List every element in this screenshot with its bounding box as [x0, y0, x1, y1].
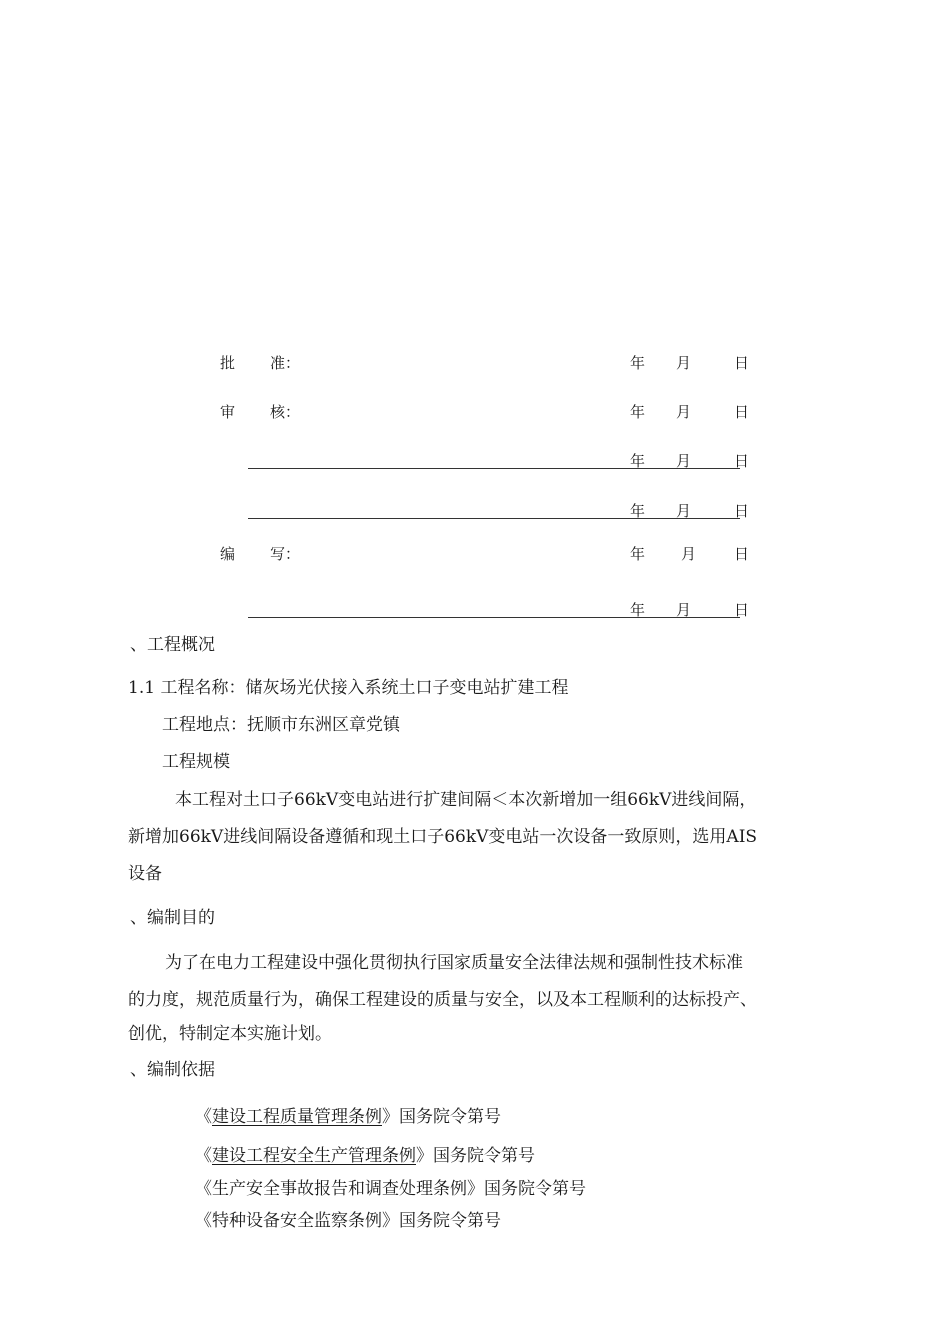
basis-heading: 、编制依据 — [130, 1060, 215, 1080]
day-label: 日 — [734, 354, 750, 372]
project-scale-heading: 工程规模 — [162, 752, 230, 772]
day-label: 日 — [734, 545, 750, 563]
month-label: 月 — [676, 354, 692, 372]
compile-label-a: 编 — [220, 545, 236, 563]
compile-label-b: 写： — [270, 545, 301, 563]
day-label: 日 — [734, 502, 750, 520]
overview-heading: 、工程概况 — [130, 635, 215, 655]
month-label: 月 — [676, 403, 692, 421]
review-label-a: 审 — [220, 403, 236, 421]
purpose-paragraph-line: 为了在电力工程建设中强化贯彻执行国家质量安全法律法规和强制性技术标准 — [165, 953, 743, 973]
regulation-suffix: 》国务院令第号 — [382, 1211, 501, 1231]
purpose-paragraph-line: 的力度，规范质量行为，确保工程建设的质量与安全，以及本工程顺利的达标投产、 — [128, 990, 757, 1010]
regulation-suffix: 》国务院令第号 — [382, 1107, 501, 1127]
regulation-title: 生产安全事故报告和调查处理条例 — [212, 1179, 467, 1199]
month-label: 月 — [676, 601, 692, 619]
list-item — [195, 1174, 586, 1199]
year-label: 年 — [630, 403, 646, 421]
project-name: 1.1 工程名称：储灰场光伏接入系统土口子变电站扩建工程 — [128, 678, 569, 698]
scale-paragraph-line: 新增加66kV进线间隔设备遵循和现土口子66kV变电站一次设备一致原则，选用AIS — [128, 827, 758, 847]
scale-paragraph-line: 本工程对土口子66kV变电站进行扩建间隔＜本次新增加一组66kV进线间隔， — [175, 790, 757, 810]
year-label: 年 — [630, 502, 646, 520]
year-label: 年 — [630, 452, 646, 470]
regulation-title: 建设工程质量管理条例 — [212, 1107, 382, 1127]
bracket-open: 《 — [195, 1211, 212, 1231]
list-item — [195, 1206, 501, 1231]
list-item — [195, 1102, 501, 1127]
year-label: 年 — [630, 354, 646, 372]
day-label: 日 — [734, 601, 750, 619]
purpose-heading: 、编制目的 — [130, 908, 215, 928]
purpose-paragraph-line: 创优，特制定本实施计划。 — [128, 1024, 332, 1044]
bracket-open: 《 — [195, 1107, 212, 1127]
scale-paragraph-line: 设备 — [128, 864, 162, 884]
bracket-open: 《 — [195, 1179, 212, 1199]
month-label: 月 — [676, 452, 692, 470]
regulation-title: 建设工程安全生产管理条例 — [212, 1146, 416, 1166]
day-label: 日 — [734, 403, 750, 421]
project-location: 工程地点：抚顺市东洲区章党镇 — [162, 715, 400, 735]
regulation-suffix: 》国务院令第号 — [467, 1179, 586, 1199]
year-label: 年 — [630, 601, 646, 619]
day-label: 日 — [734, 452, 750, 470]
month-label: 月 — [676, 502, 692, 520]
list-item — [195, 1141, 535, 1166]
regulation-suffix: 》国务院令第号 — [416, 1146, 535, 1166]
review-label-b: 核： — [270, 403, 301, 421]
approve-label-a: 批 — [220, 354, 236, 372]
month-label: 月 — [681, 545, 697, 563]
signature-line — [248, 518, 740, 519]
signature-line — [248, 468, 740, 469]
year-label: 年 — [630, 545, 646, 563]
approve-label-b: 准： — [270, 354, 301, 372]
regulation-title: 特种设备安全监察条例 — [212, 1211, 382, 1231]
signature-line — [248, 617, 740, 618]
bracket-open: 《 — [195, 1146, 212, 1166]
